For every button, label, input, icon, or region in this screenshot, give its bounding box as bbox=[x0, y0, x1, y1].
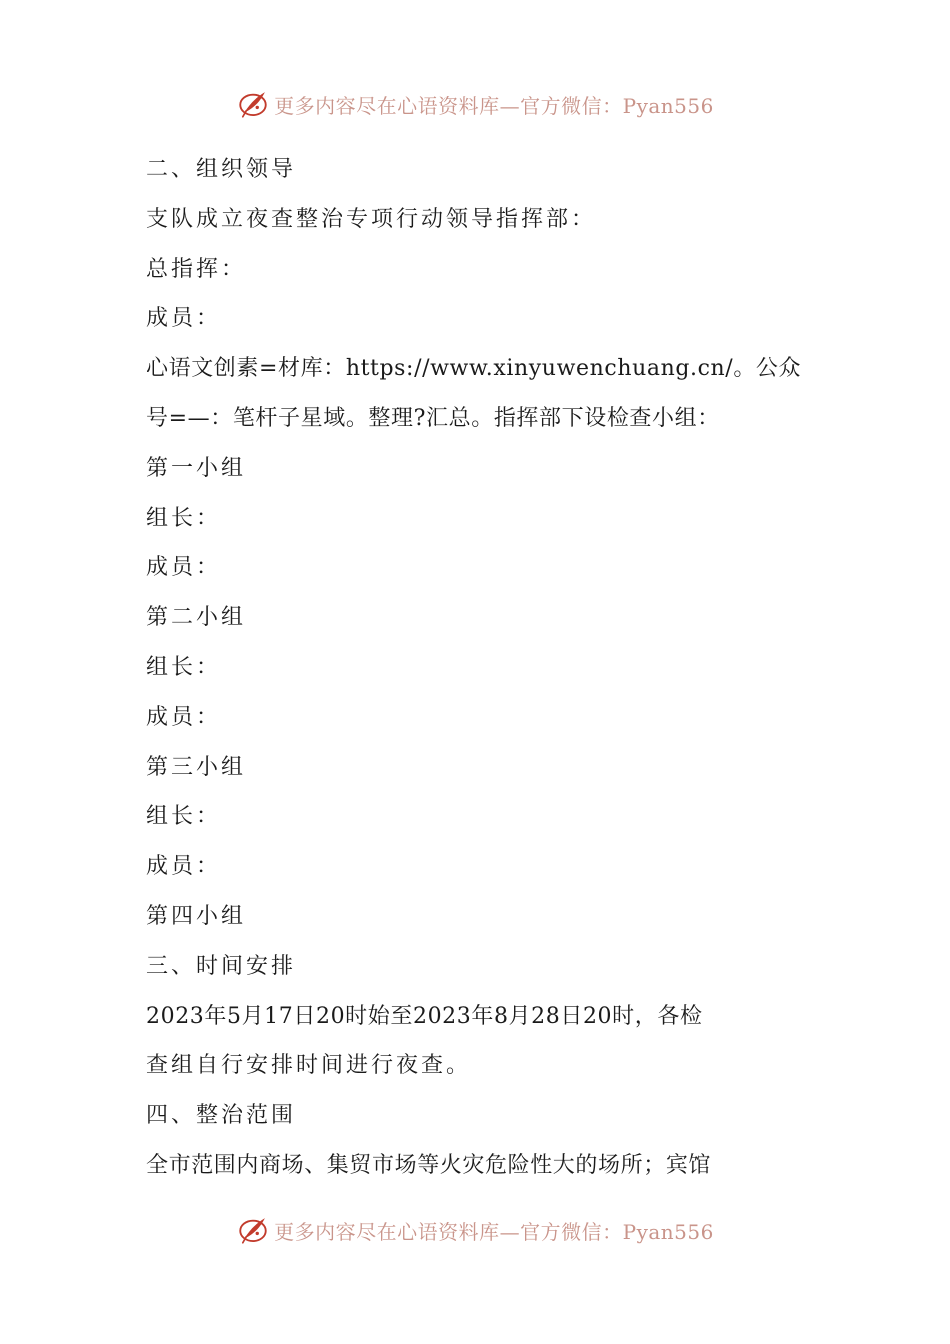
paragraph-line: 第一小组 bbox=[146, 455, 247, 481]
footer-banner-text: 更多内容尽在心语资料库—官方微信：Pyan556 bbox=[274, 1219, 714, 1244]
paragraph-line: 第四小组 bbox=[146, 903, 247, 929]
quill-pen-logo-icon bbox=[236, 87, 270, 121]
header-banner bbox=[0, 82, 950, 126]
paragraph-line: 第三小组 bbox=[146, 754, 247, 780]
quill-pen-logo-icon bbox=[236, 1213, 270, 1247]
paragraph-line: 成员： bbox=[146, 854, 222, 880]
section-heading: 四、整治范围 bbox=[146, 1103, 297, 1129]
footer-banner bbox=[0, 1208, 950, 1252]
paragraph-line: 成员： bbox=[146, 306, 222, 332]
header-banner-text: 更多内容尽在心语资料库—官方微信：Pyan556 bbox=[274, 93, 714, 118]
paragraph-line: 第二小组 bbox=[146, 605, 247, 631]
paragraph-line: 2023年5月17日20时始至2023年8月28日20时，各检 bbox=[146, 1003, 703, 1029]
paragraph-line: 全市范围内商场、集贸市场等火灾危险性大的场所；宾馆 bbox=[146, 1152, 712, 1178]
document-body bbox=[146, 145, 806, 1191]
paragraph-line: 组长： bbox=[146, 654, 222, 680]
paragraph-line: 查组自行安排时间进行夜查。 bbox=[146, 1053, 472, 1079]
paragraph-line: 号=—：笔杆子星域。整理?汇总。指挥部下设检查小组： bbox=[146, 405, 720, 431]
section-heading: 三、时间安排 bbox=[146, 953, 297, 979]
paragraph-line: 心语文创素=材库：https://www.xinyuwenchuang.cn/。公众 bbox=[146, 356, 802, 382]
paragraph-line: 成员： bbox=[146, 704, 222, 730]
paragraph-line: 成员： bbox=[146, 555, 222, 581]
paragraph-line: 组长： bbox=[146, 505, 222, 531]
section-heading: 二、组织领导 bbox=[146, 157, 297, 182]
paragraph-line: 组长： bbox=[146, 804, 222, 830]
paragraph-line: 支队成立夜查整治专项行动领导指挥部： bbox=[146, 206, 597, 232]
paragraph-line: 总指挥： bbox=[146, 256, 247, 282]
